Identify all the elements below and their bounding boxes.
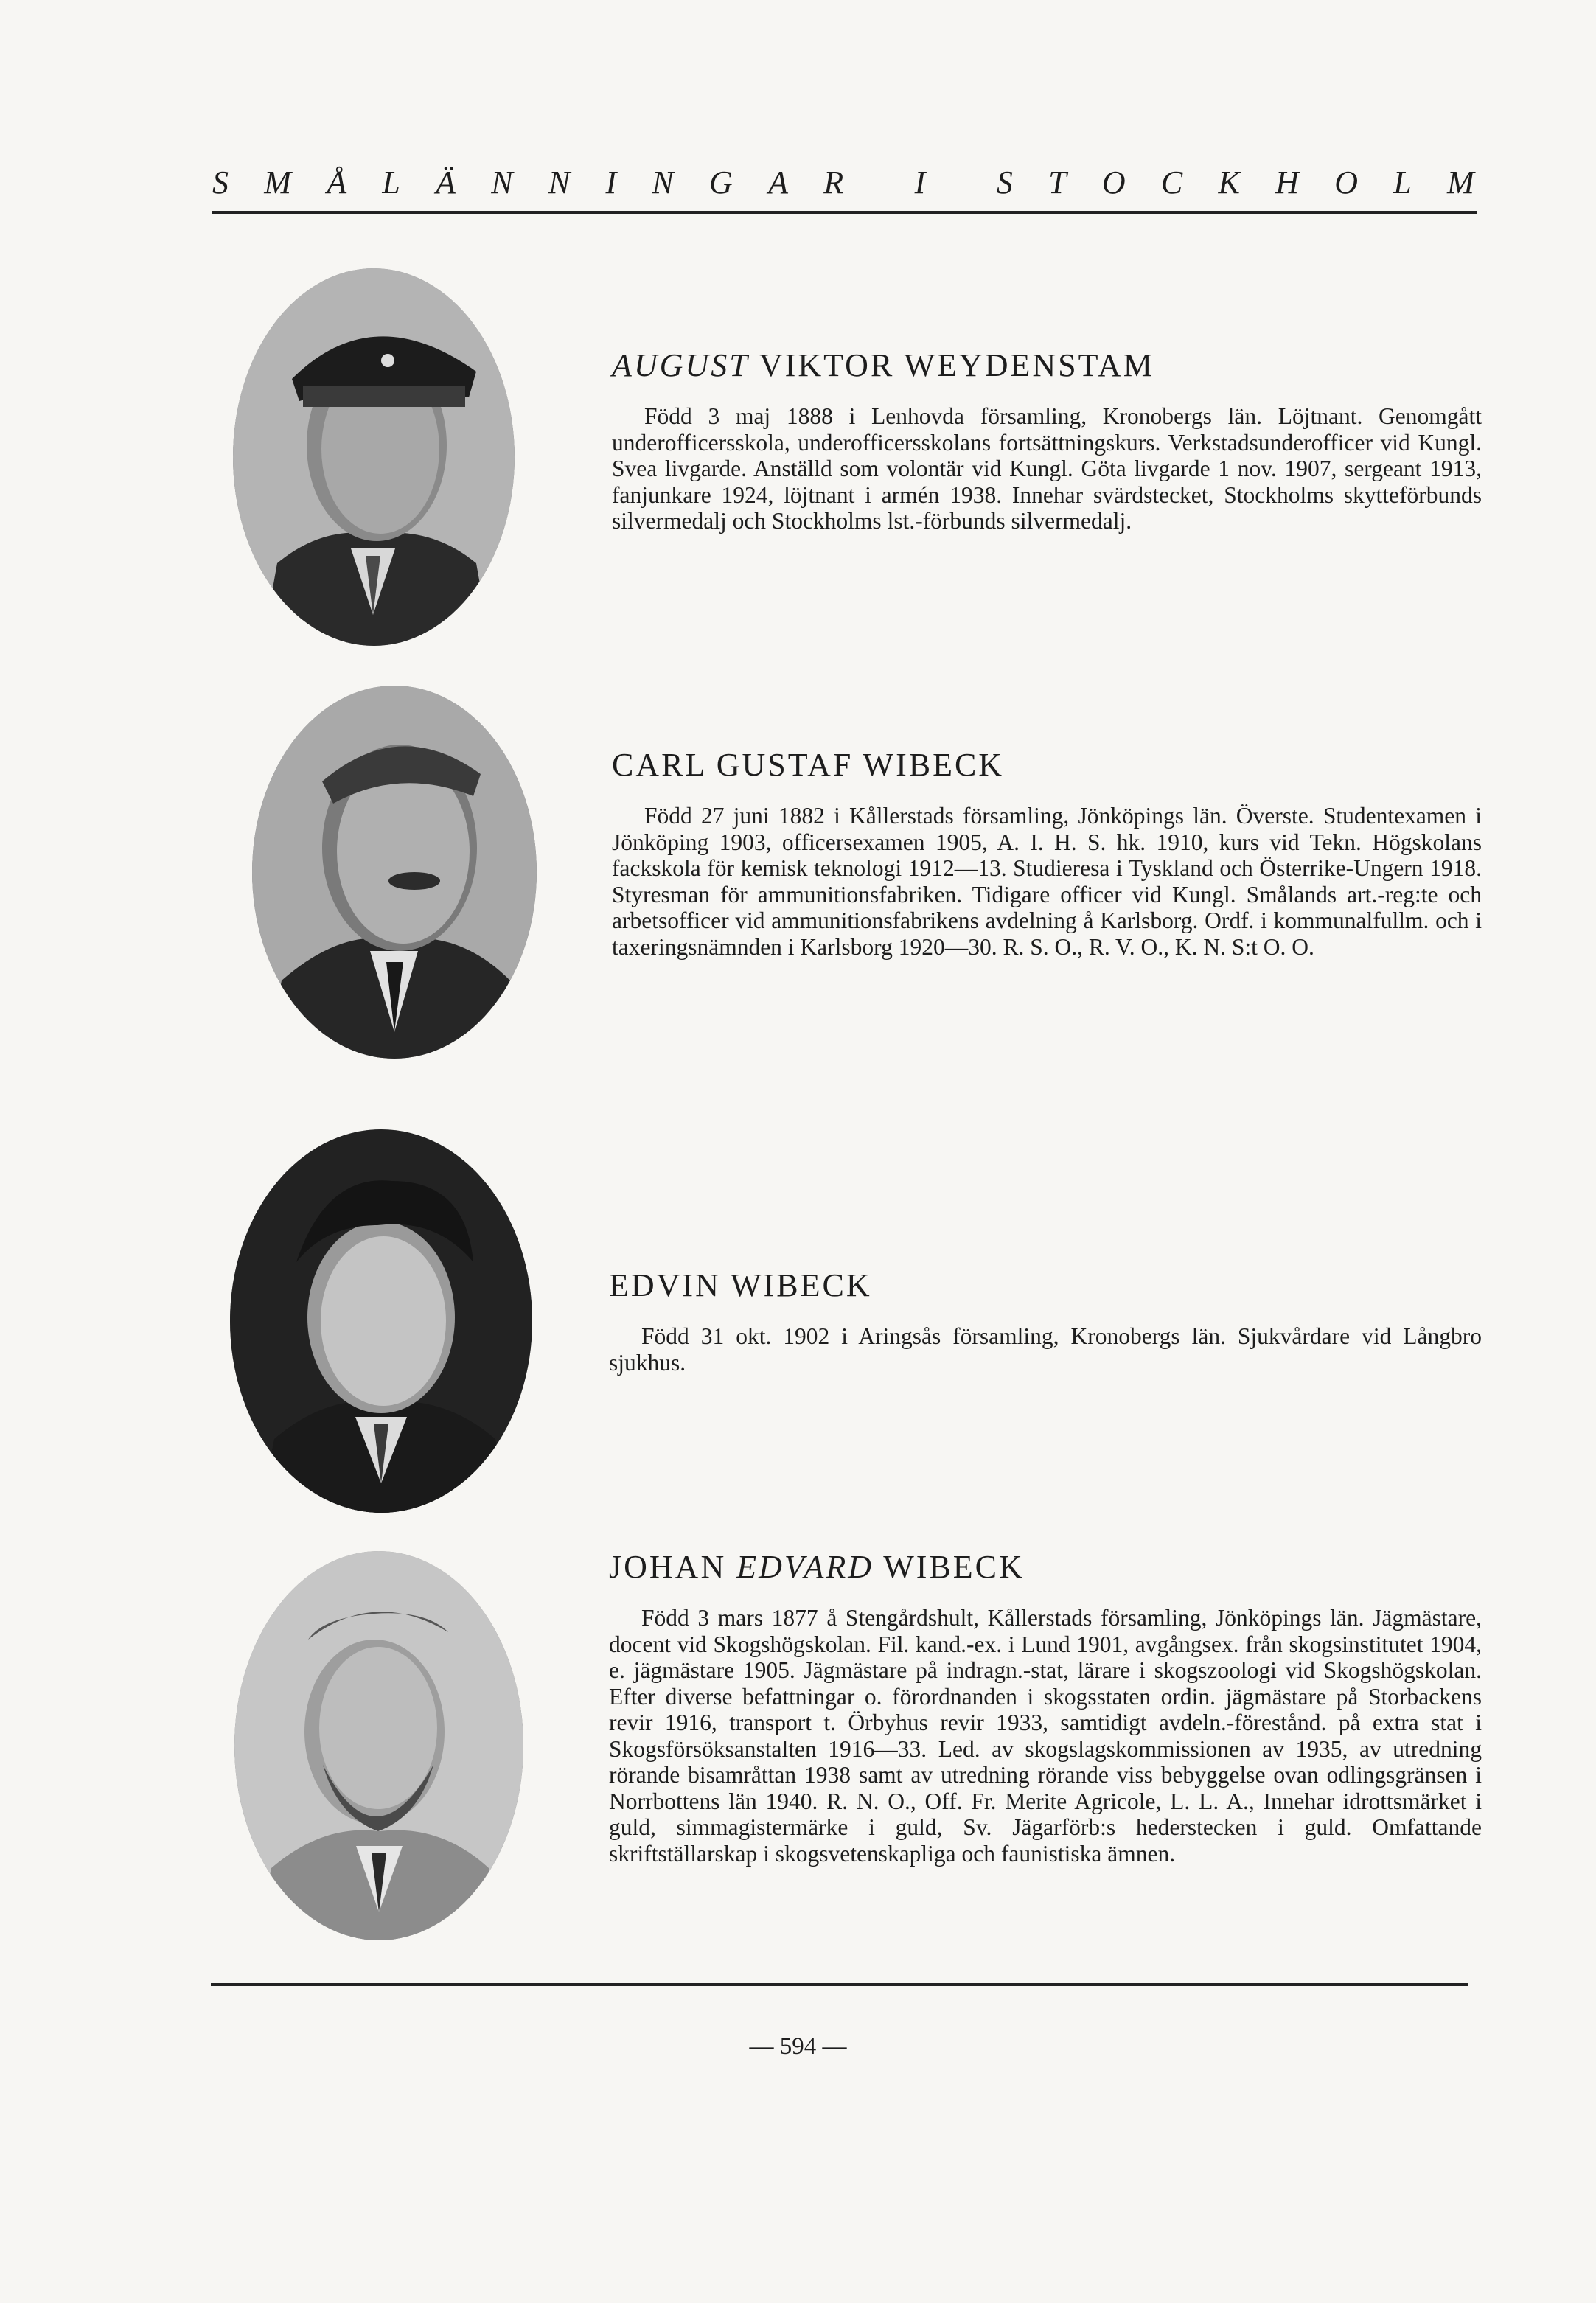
portrait-bearded-man-icon — [234, 1551, 523, 1940]
footer-rule — [211, 1983, 1468, 1986]
running-head-letter: S — [212, 164, 229, 201]
header-rule — [212, 211, 1477, 214]
running-head-letter: O — [1101, 164, 1126, 201]
running-head — [212, 164, 1474, 201]
entry-name: EDVIN WIBECK — [609, 1267, 872, 1303]
page-number: — 594 — — [749, 2033, 847, 2060]
running-head-letter: N — [652, 164, 674, 201]
entry-biography: Född 3 mars 1877 å Stengårdshult, Kållerstads församling, Jönköpings län. Jägmästare, docent vid Skogshögskolan. Fil. kand.-ex. i Lund 1901, avgångsex. från skogsinstitutet 1904, e. jägmästare 1905. Jägmästare på indragn.-stat, lärare i skogszoologi vid Skogshögskolan. Efter diverse befattningar o. förordnanden i skogsstaten ordin. jägmästare på Storbackens revir 1916, transport t. Örbyhus revir 1933, samtidigt avdeln.-förestånd. på extra stat i Skogsförsöksanstalten 1916—33. Led. av skogslagskommissionen av 1935, av utredning rörande bisamråttan 1938 samt av utredning rörande viss bebyggelse ovan odlingsgränsen i Norrbottens län 1940. R. N. O., Off. Fr. Merite Agricole, L. L. A., Innehar idrottsmärket i guld, simmagistermärke i guld, Sv. Jägarförb:s hederstecken i guld. Omfattande skriftställarskap i skogsvetenskapliga och faunistiska ämnen. — [609, 1605, 1482, 1867]
portrait-weydenstam — [233, 268, 515, 646]
running-head-letter: T — [1048, 164, 1067, 201]
running-head-letter: M — [264, 164, 291, 201]
running-head-letter: R — [823, 164, 844, 201]
running-head-letter: S — [996, 164, 1013, 201]
running-head-letter: K — [1218, 164, 1240, 201]
running-head-letter: L — [1393, 164, 1412, 201]
entry-carl-gustaf-wibeck — [612, 746, 1482, 960]
running-head-letter: C — [1160, 164, 1183, 201]
running-head-letter: I — [914, 164, 926, 201]
running-head-letter: M — [1447, 164, 1474, 201]
entry-edvin-wibeck — [609, 1267, 1482, 1376]
running-head-letter: N — [491, 164, 513, 201]
portrait-carl-gustaf-wibeck — [252, 686, 537, 1059]
portrait-uniformed-man-icon — [233, 268, 515, 646]
running-head-letter: G — [709, 164, 733, 201]
entry-biography: Född 31 okt. 1902 i Aringsås församling, Kronobergs län. Sjukvårdare vid Långbro sjukhus. — [609, 1323, 1482, 1376]
portrait-edvin-wibeck — [230, 1129, 532, 1513]
running-head-letter: L — [382, 164, 400, 201]
running-head-letter: A — [768, 164, 788, 201]
running-head-letter: Ä — [436, 164, 456, 201]
entry-johan-edvard-wibeck — [609, 1548, 1482, 1867]
running-head-letter: Å — [327, 164, 347, 201]
entry-name: CARL GUSTAF WIBECK — [612, 747, 1005, 783]
portrait-mustached-man-icon — [252, 686, 537, 1059]
portrait-young-man-icon — [230, 1129, 532, 1513]
entry-name: JOHAN EDVARD WIBECK — [609, 1549, 1025, 1585]
running-head-letter: N — [548, 164, 571, 201]
entry-biography: Född 3 maj 1888 i Lenhovda församling, Kronobergs län. Löjtnant. Genomgått underofficersskola, underofficersskolans fortsättningskurs. Verkstadsunderofficer vid Kungl. Svea livgarde. Anställd som volontär vid Kungl. Göta livgarde 1 nov. 1907, sergeant 1913, fanjunkare 1924, löjtnant i armén 1938. Innehar svärdstecket, Stockholms skytteförbunds silvermedalj och Stockholms lst.-förbunds silvermedalj. — [612, 403, 1482, 534]
entry-biography: Född 27 juni 1882 i Kållerstads församling, Jönköpings län. Överste. Studentexamen i Jönköping 1903, officersexamen 1905, A. I. H. S. hk. 1910, kurs vid Tekn. Högskolans fackskola för kemisk teknologi 1912—13. Studieresa i Tyskland och Österrike-Ungern 1918. Styresman för ammunitionsfabriken. Tidigare officer vid Kungl. Smålands art.-reg:te och arbetsofficer vid ammunitionsfabrikens avdelning å Karlsborg. Ordf. i kommunalfullm. och i taxeringsnämnden i Karlsborg 1920—30. R. S. O., R. V. O., K. N. S:t O. O. — [612, 803, 1482, 960]
entry-name: AUGUST VIKTOR WEYDENSTAM — [612, 347, 1154, 383]
running-head-letter: I — [605, 164, 617, 201]
entry-weydenstam — [612, 346, 1482, 534]
running-head-letter: O — [1334, 164, 1358, 201]
portrait-johan-edvard-wibeck — [234, 1551, 523, 1940]
running-head-letter: H — [1275, 164, 1299, 201]
